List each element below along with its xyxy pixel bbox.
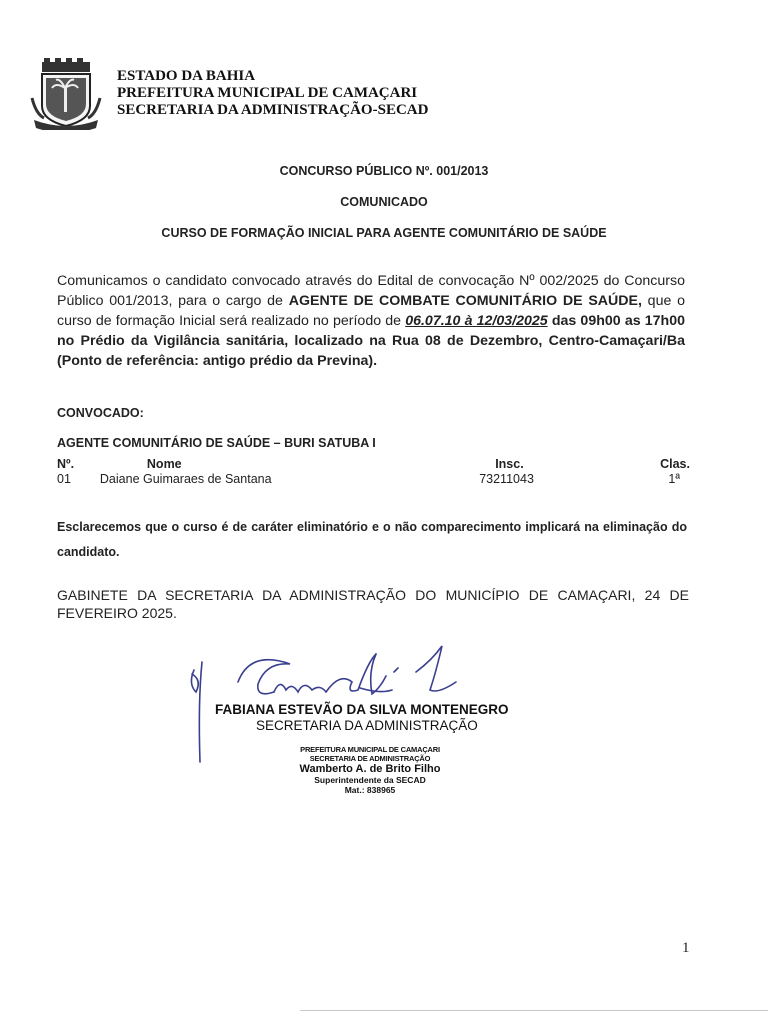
table-header-row xyxy=(57,457,690,472)
col-insc-header: Insc. xyxy=(495,457,524,471)
stamp-registration: Mat.: 838965 xyxy=(344,785,396,795)
notice-paragraph xyxy=(57,271,685,371)
cell-clas: 1ª xyxy=(668,472,680,486)
header-secretariat: SECRETARIA DA ADMINISTRAÇÃO-SECAD xyxy=(117,102,429,118)
col-name-header: Nome xyxy=(146,457,182,471)
paragraph-intro: Comunicamos o candidato convocado através do Edital de convocação Nº 002/2025 do Concurso Público 001/2013, para o cargo de xyxy=(57,273,685,309)
convocado-table xyxy=(57,457,690,487)
convocado-group: AGENTE COMUNITÁRIO DE SAÚDE – BURI SATUBA I xyxy=(57,436,376,450)
elimination-note: Esclarecemos que o curso é de caráter eliminatório e o não comparecimento implicará na eliminação do candidato. xyxy=(57,520,687,559)
col-clas-header: Clas. xyxy=(660,457,690,471)
signer-role: SECRETARIA DA ADMINISTRAÇÃO xyxy=(256,718,478,733)
coat-of-arms-icon xyxy=(30,58,102,130)
signer-name: FABIANA ESTEVÃO DA SILVA MONTENEGRO xyxy=(215,702,509,717)
course-title: CURSO DE FORMAÇÃO INICIAL PARA AGENTE COMUNITÁRIO DE SAÚDE xyxy=(161,226,607,240)
cell-insc: 73211043 xyxy=(479,472,534,486)
course-place: das 09h00 as 17h00 no Prédio da Vigilância sanitária, localizado na Rua 08 de Dezembro, Centro-Camaçari/Ba (Ponto de referência: antigo prédio da Previna). xyxy=(57,313,685,369)
header-prefecture: PREFEITURA MUNICIPAL DE CAMAÇARI xyxy=(117,85,418,101)
col-num-header: Nº. xyxy=(57,457,75,471)
contest-title: CONCURSO PÚBLICO Nº. 001/2013 xyxy=(279,164,489,178)
official-stamp xyxy=(285,745,455,795)
notice-title: COMUNICADO xyxy=(340,195,428,209)
header-state: ESTADO DA BAHIA xyxy=(117,68,256,84)
closing-statement: GABINETE DA SECRETARIA DA ADMINISTRAÇÃO DO MUNICÍPIO DE CAMAÇARI, 24 DE FEVEREIRO 2025. xyxy=(57,587,689,621)
table-row xyxy=(57,472,690,487)
scan-edge-line xyxy=(300,1010,768,1011)
stamp-secretariat: SECRETARIA DE ADMINISTRAÇÃO xyxy=(309,754,431,763)
stamp-name: Wamberto A. de Brito Filho xyxy=(299,763,441,775)
cell-name: Daiane Guimaraes de Santana xyxy=(99,472,272,486)
cell-num: 01 xyxy=(57,472,71,486)
header-block xyxy=(117,68,428,119)
paragraph-course: que o curso de formação Inicial será realizado no período de xyxy=(57,293,685,329)
stamp-title: Superintendente da SECAD xyxy=(314,775,426,785)
page-number: 1 xyxy=(682,940,690,956)
role-name: AGENTE DE COMBATE COMUNITÁRIO DE SAÚDE, xyxy=(288,293,642,309)
course-period: 06.07.10 à 12/03/2025 xyxy=(405,313,548,329)
stamp-prefecture: PREFEITURA MUNICIPAL DE CAMAÇARI xyxy=(300,745,440,754)
convocado-label: CONVOCADO: xyxy=(57,406,144,420)
